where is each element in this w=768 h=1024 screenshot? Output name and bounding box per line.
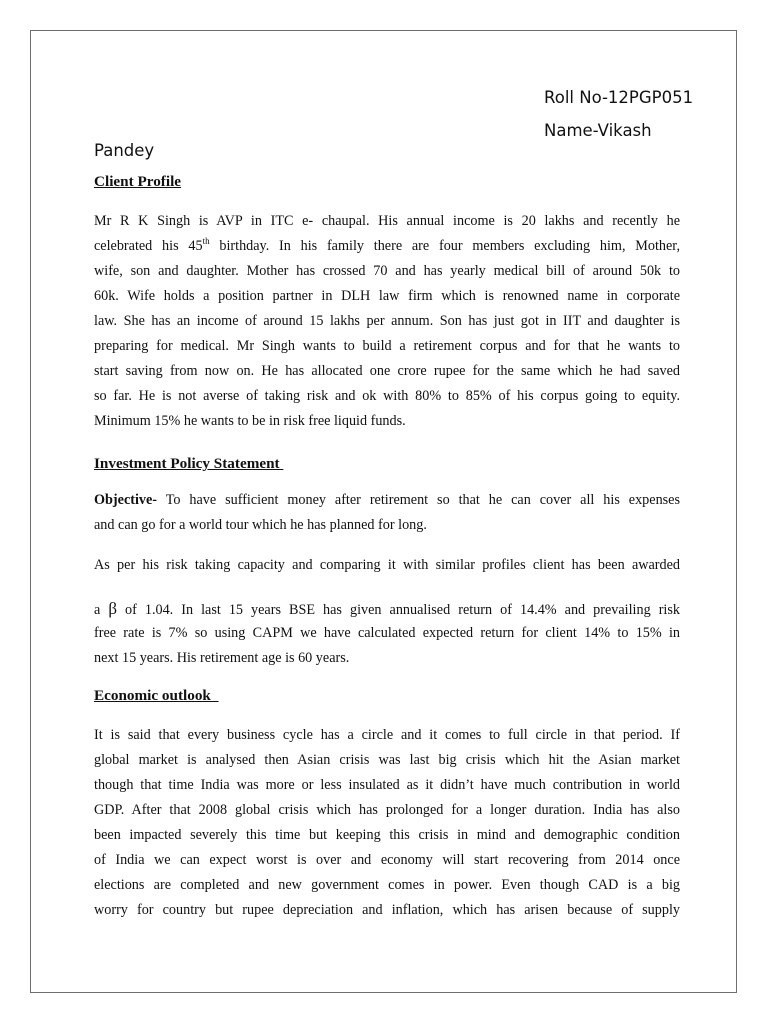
beta-symbol: β [108, 599, 117, 618]
text-line: Minimum 15% he wants to be in risk free liquid funds. [94, 413, 406, 429]
text-line: preparing for medical. Mr Singh wants to build a retirement corpus and for that he wants to [94, 338, 680, 354]
document-page [30, 30, 737, 993]
text-line: law. She has an income of around 15 lakhs per annum. Son has just got in IIT and daughter is [94, 313, 680, 329]
text-line: GDP. After that 2008 global crisis which has prolonged for a longer duration. India has also [94, 802, 680, 818]
objective-label: Objective- [94, 492, 158, 508]
student-surname: Pandey [94, 141, 155, 160]
text-line: wife, son and daughter. Mother has crossed 70 and has yearly medical bill of around 50k to [94, 263, 680, 279]
text-line: and can go for a world tour which he has planned for long. [94, 517, 427, 533]
text-line: though that time India was more or less insulated as it didn’t have much contribution in world [94, 777, 680, 793]
text-line: As per his risk taking capacity and comparing it with similar profiles client has been awarded [94, 557, 680, 573]
text-line: start saving from now on. He has allocated one crore rupee for the same which he had saved [94, 363, 680, 379]
economic-outlook-paragraph [94, 723, 680, 923]
text-line: free rate is 7% so using CAPM we have calculated expected return for client 14% to 15% in [94, 625, 680, 641]
text-line: elections are completed and new government comes in power. Even though CAD is a big [94, 877, 680, 893]
student-name: Name-Vikash [544, 121, 652, 140]
text-line: worry for country but rupee depreciation and inflation, which has arisen because of supply [94, 902, 680, 918]
text-fragment: a [94, 602, 109, 618]
text-line: been impacted severely this time but keeping this crisis in mind and demographic condition [94, 827, 680, 843]
economic-outlook-heading: Economic outlook [94, 687, 219, 704]
roll-number: Roll No-12PGP051 [544, 88, 694, 107]
text-line [94, 234, 680, 259]
text-line: 60k. Wife holds a position partner in DLH law firm which is renowned name in corporate [94, 288, 680, 304]
text-line: Mr R K Singh is AVP in ITC e- chaupal. His annual income is 20 lakhs and recently he [94, 213, 680, 229]
risk-paragraph [94, 553, 680, 578]
superscript: th [202, 236, 210, 246]
text-line: so far. He is not averse of taking risk and ok with 80% to 85% of his corpus going to equity. [94, 388, 680, 404]
text-line: of India we can expect worst is over and economy will start recovering from 2014 once [94, 852, 680, 868]
return-paragraph [94, 596, 680, 671]
client-profile-paragraph [94, 209, 680, 434]
text-fragment: of 1.04. In last 15 years BSE has given annualised return of 14.4% and prevailing risk [116, 602, 680, 618]
text-fragment: celebrated his 45 [94, 238, 203, 254]
investment-policy-heading: Investment Policy Statement [94, 455, 284, 472]
text-line [94, 596, 680, 621]
text-line: next 15 years. His retirement age is 60 years. [94, 650, 350, 666]
objective-paragraph [94, 488, 680, 538]
text-line [94, 488, 680, 513]
text-fragment: To have sufficient money after retirement so that he can cover all his expenses [157, 492, 680, 508]
client-profile-heading: Client Profile [94, 173, 182, 190]
text-line: It is said that every business cycle has a circle and it comes to full circle in that period. If [94, 727, 680, 743]
text-line: global market is analysed then Asian crisis was last big crisis which hit the Asian market [94, 752, 680, 768]
text-fragment: birthday. In his family there are four members excluding him, Mother, [209, 238, 681, 254]
